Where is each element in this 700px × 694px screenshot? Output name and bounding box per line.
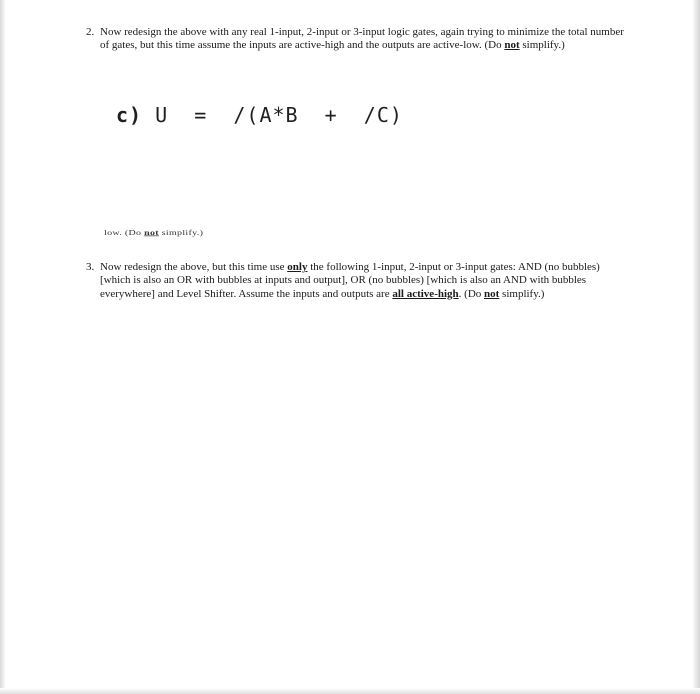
question-text xyxy=(100,26,626,53)
question-text-part: Now redesign the above with any real 1-input, 2-input or 3-input logic gates, again trying to minimize the total number of gates, but this time assume the inputs are active-high and the outputs are active-low. (Do xyxy=(100,26,624,52)
question-text xyxy=(100,261,626,301)
emphasis-not: not xyxy=(504,39,520,52)
part-label: c) xyxy=(116,103,143,127)
equation-c xyxy=(116,103,403,127)
cutoff-text-line xyxy=(104,229,203,237)
question-text-part: the following 1-input, 2-input or 3-input gates: AND (no bubbles) [which is also an OR with bubbles at inputs and output], OR (no bubbles) [which is also an AND with bubbles everywhere] and Level Shifter. Assume the inputs and outputs are xyxy=(100,261,600,300)
question-3 xyxy=(86,261,626,301)
emphasis-only: only xyxy=(287,261,308,273)
emphasis-all-active-high: all active-high xyxy=(392,287,459,300)
page-edge-right xyxy=(692,0,700,694)
question-text-part: simplify.) xyxy=(499,287,545,300)
question-number: 2. xyxy=(86,26,95,38)
question-number: 3. xyxy=(86,261,95,273)
question-text-part: Now redesign the above, but this time use xyxy=(100,261,288,273)
emphasis-not: not xyxy=(484,287,500,300)
page-edge-left xyxy=(0,0,6,694)
page-edge-bottom xyxy=(0,688,700,694)
question-2 xyxy=(86,26,626,53)
cutoff-suffix: simplify.) xyxy=(158,229,204,237)
cutoff-prefix: low. (Do xyxy=(104,229,145,237)
question-text-part: . (Do xyxy=(458,287,485,300)
question-text-part: simplify.) xyxy=(519,39,565,52)
emphasis-not: not xyxy=(144,229,159,237)
equation-expression: U = /(A*B + /C) xyxy=(155,103,403,127)
